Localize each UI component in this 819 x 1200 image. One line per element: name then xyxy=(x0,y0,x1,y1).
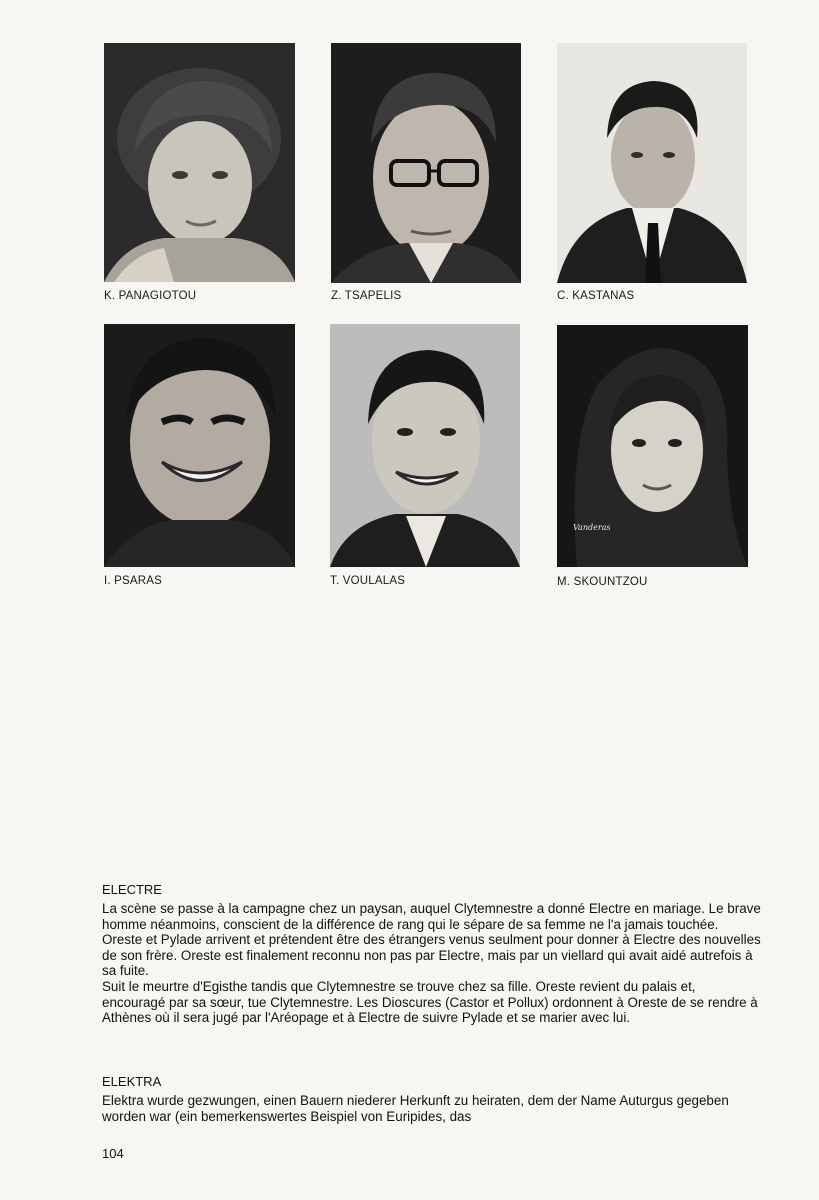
caption-psaras: I. PSARAS xyxy=(104,575,163,587)
paragraph-electre xyxy=(102,901,762,1026)
caption-kastanas: C. KASTANAS xyxy=(557,290,635,302)
portrait-panagiotou xyxy=(104,43,295,282)
page-number: 104 xyxy=(102,1146,124,1161)
portrait-kastanas xyxy=(557,43,747,283)
paragraph-electre-part1: La scène se passe à la campagne chez un paysan, auquel Clytemnestre a donné Electre en mariage. Le brave homme néanmoins, conscient de la différence de rang qui le sépare de sa femme ne l'a jamais touchée. Oreste et Pylade arrivent et prétendent être des étrangers venus seulment pour donner à Electre des nouvelles de son frère. Oreste est finalement reconnu non pas par Electre, mais par un viellard qui avait aidé autrefois à sa fuite. xyxy=(102,901,761,979)
portrait-woman-icon xyxy=(104,43,295,282)
section-title-elektra: ELEKTRA xyxy=(102,1074,162,1089)
caption-skountzou: M. SKOUNTZOU xyxy=(557,576,648,588)
paragraph-electre-part2: Suit le meurtre d'Egisthe tandis que Clytemnestre se trouve chez sa fille. Oreste revient du palais et, encouragé par sa sœur, tue Clytemnestre. Les Dioscures (Castor et Pollux) ordonnent à Oreste de se rendre à Athènes où il sera jugé par l'Aréopage et à Electre de suivre Pylade et se marier avec lui. xyxy=(102,978,758,1026)
portrait-skountzou xyxy=(557,325,748,567)
portrait-man-smiling-icon xyxy=(104,324,295,567)
portrait-voulalas xyxy=(330,324,520,567)
portrait-man-smiling-icon xyxy=(330,324,520,567)
portrait-tsapelis xyxy=(331,43,521,283)
section-title-electre: ELECTRE xyxy=(102,882,162,897)
paragraph-elektra-text: Elektra wurde gezwungen, einen Bauern niederer Herkunft zu heiraten, dem der Name Auturgus gegeben worden war (ein bemerkenswertes Beispiel von Euripides, das xyxy=(102,1093,729,1124)
caption-tsapelis: Z. TSAPELIS xyxy=(331,290,402,302)
portrait-man-glasses-icon xyxy=(331,43,521,283)
caption-panagiotou: K. PANAGIOTOU xyxy=(104,290,197,302)
portrait-man-suit-icon xyxy=(557,43,747,283)
paragraph-elektra xyxy=(102,1093,762,1124)
photographer-signature: Vanderas xyxy=(573,523,611,532)
portrait-psaras xyxy=(104,324,295,567)
caption-voulalas: T. VOULALAS xyxy=(330,575,406,587)
